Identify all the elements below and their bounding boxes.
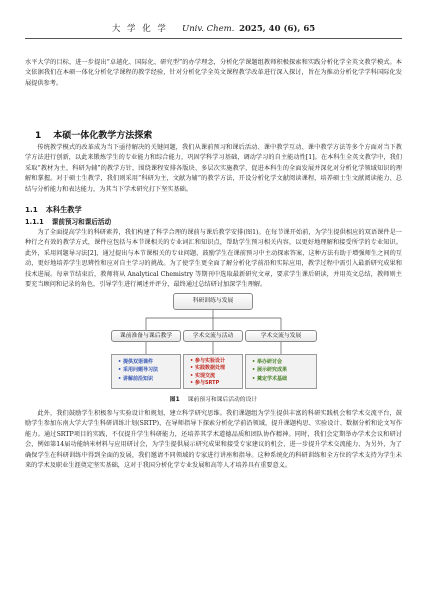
section-heading-1 — [35, 128, 152, 141]
subsection-heading-1-1 — [25, 205, 82, 215]
section-number: 1 — [35, 131, 42, 141]
figure-caption — [0, 394, 427, 403]
paragraph-intro-cont: 水平大学的目标，进一步提出“卓越化、国际化、研究型”的办学理念，分析化学课题组教师积极探索和实践分析化学全英文教学模式。本文依据我们在本硕一体化分析化学课程的教学经验，针对分析化学全英文课程教学改革进行深入探讨，旨在为推动分析化学学科国际化发展提供参考。 — [25, 59, 402, 87]
figure-right-items — [245, 354, 317, 389]
list-item: • 讲解前沿知识 — [118, 375, 153, 382]
list-item: • 奠定学术基础 — [252, 375, 287, 382]
list-item: • 举办研讨会 — [252, 359, 282, 365]
figure-branch-middle-title: 学术交流与活动 — [183, 330, 243, 342]
figure-number: 图1 — [169, 397, 180, 403]
list-item: • 提供双语课件 — [118, 359, 153, 365]
figure-left-items — [111, 354, 181, 389]
journal-name-en: Univ. Chem. — [182, 24, 235, 34]
figure-branch-right-title: 学术交流与发展 — [245, 330, 317, 342]
section-title: 本硕一体化教学方法探索 — [53, 131, 153, 141]
subsection-heading-1-1-1 — [25, 216, 111, 226]
list-item: • 实现交流 — [190, 372, 215, 379]
figure-caption-text: 课前预习和课后活动的设计 — [187, 397, 258, 403]
header-rule — [25, 38, 402, 39]
list-item: • 参与实验设计 — [190, 358, 225, 364]
list-item: • 参与SRTP — [190, 380, 220, 387]
figure-middle-items — [183, 354, 243, 389]
subsection-number: 1.1 — [25, 205, 38, 214]
figure-top-box: 科研训练与发展 — [173, 293, 253, 310]
subsubsection-number: 1.1.1 — [25, 218, 44, 226]
running-header — [0, 22, 427, 34]
paragraph-bottom: 此外，我们鼓励学生积极参与实验设计和规划，建立科学研究思维。我们课题组为学生提供丰富的科研实践机会和学术交流平台，鼓励学生参加东南大学大学生科研训练计划(SRTP)，在导师指导下探索分析化学前沿领域，提升课题构思、实验设计、数据分析和论文写作能力。通过SRTP项目的实践，不仅提升学生科研能力，还培养其学术道德品质和团队协作精神。同时，我们会定期举办学术会议和研讨会，例如第14届功能纳米材料与应用研讨会，为学生提供展示研究成果和接受专家建议的机会，进一步提升学术交流能力、为另外，为了确保学生在科研训练中得到全面的发展，我们邀请不同领域的专家进行讲座和指导。这种系统化的科研训练和全方位的学术支持为学生未来的学术及职业生涯奠定坚实基础，这对于我国分析化学专业发展和高等人才培养具有重要意义。 — [25, 410, 402, 470]
figure-branch-left-title: 课前准备与课后教学 — [111, 330, 181, 342]
paragraph-section1: 传统教学模式的改革成为当下亟待解决的关键问题，我们从课前预习和课后活动、课中教学互动、课中教学方法等多个方面对当下教学方法进行创新，以此来锻炼学生的专业能力和综合能力，巩固学科学习基础，调动学习的自主能动性[1]。在本科生全英文教学中，我们采取“教材为主，科研为辅”的教学方针，围绕课程安排各版块、多层次实施教学，促进本科生的全面发展并深化对分析化学领域知识的理解和掌握。对于硕士生教学，我们则采用“科研为主，文献为辅”的教学方法，开设分析化学文献阅读课程，培养硕士生文献阅读能力、总结与分析能力和表达能力，为其当下学术研究打下坚实基础。 — [25, 144, 402, 193]
subsection-title: 本科生教学 — [45, 205, 82, 214]
list-item: • 展示研究成果 — [252, 367, 287, 374]
journal-name-cn: 大 学 化 学 — [111, 24, 168, 34]
list-item: • 采用问题导习法 — [118, 367, 158, 374]
citation: 2025, 40 (6), 65 — [239, 24, 316, 34]
subsubsection-title: 课前预习和课后活动 — [51, 218, 112, 226]
list-item: • 实践数据处理 — [190, 365, 225, 372]
paragraph-section111: 为了全面提高学生的科研素养，我们构建了科学合理的课前与课后教学安排(图1)。在每节课开始前，为学生提供相应的双语课件是一种行之有效的教学方式，课件应包括与本节课相关的专业词汇和知识点，帮助学生预习相关内容，以更好地理解和接受所学的专业知识。此外，采用问题导习法[2]，通过提出与本节课相关的专业问题，鼓励学生在课前预习中主动探索答案，这种方法有助于增强师生之间的互动，更好地培养学生思辨性和应对自主学习的挑战。为了使学生更全面了解分析化学前沿和实际应用，教学过程中需引入最新研究成果和技术进展。每章节结束后，教师将从 Analytical Chemistry 等期刊中选取最新研究文章，要求学生课后研读，并用英文总结，教师则主要充当顾问和记录的角色，引导学生进行阐述并评分，最终通过总结研讨加深学生理解。 — [25, 229, 402, 289]
